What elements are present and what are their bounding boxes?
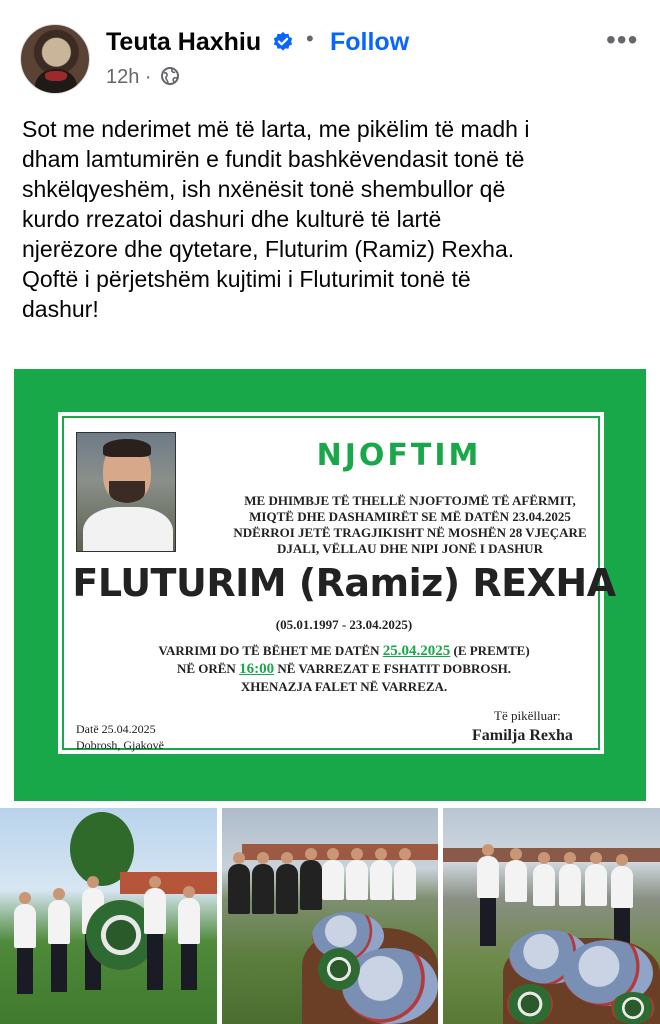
issue-date: Datë 25.04.2025 <box>76 722 156 736</box>
gallery-photo-1[interactable] <box>0 808 217 1024</box>
photo-gallery <box>0 808 660 1024</box>
issue-place: Dobrosh, Gjakovë <box>76 738 164 752</box>
post-text-line: shkëlqyeshëm, ish nxënësit tonë shembullor që <box>22 176 506 202</box>
author-name[interactable]: Teuta Haxhiu <box>106 28 262 56</box>
notice-intro-line: ME DHIMBJE TË THELLË NJOFTOJMË TË AFËRMIT, <box>244 493 576 508</box>
mourners-label: Të pikëlluar: <box>494 708 561 723</box>
funeral-line3: XHENAZJA FALET NË VARREZA. <box>240 679 448 694</box>
more-options-icon[interactable]: ••• <box>606 24 639 55</box>
funeral-line1-prefix: VARRIMI DO TË BËHET ME DATËN <box>158 643 380 658</box>
gallery-photo-3[interactable] <box>443 808 660 1024</box>
post-text-line: dashur! <box>22 296 99 322</box>
post-text <box>22 114 642 324</box>
funeral-date: 25.04.2025 <box>382 643 451 659</box>
verified-badge-icon <box>272 31 294 53</box>
notice-intro <box>200 493 620 557</box>
notice-intro-line: DJALI, VËLLAU DHE NIPI JONË I DASHUR <box>277 541 543 556</box>
death-notice-image[interactable] <box>14 369 646 801</box>
funeral-line2-suffix: NË VARREZAT E FSHATIT DOBROSH. <box>277 661 512 676</box>
funeral-line1-suffix: (E PREMTE) <box>453 643 530 658</box>
post-text-line: kurdo rrezatoi dashuri dhe kulturë të lartë <box>22 206 442 232</box>
funeral-line2-prefix: NË ORËN <box>176 661 236 676</box>
follow-button[interactable]: Follow <box>330 28 410 56</box>
post-timestamp[interactable]: 12h · <box>106 66 152 88</box>
notice-intro-line: NDËRROI JETË TRAGJIKISHT NË MOSHËN 28 VJEÇARE <box>233 525 587 540</box>
avatar[interactable] <box>20 24 90 94</box>
separator-dot: • <box>306 26 314 51</box>
globe-icon <box>160 66 180 86</box>
gallery-photo-2[interactable] <box>222 808 438 1024</box>
deceased-name: FLUTURIM (Ramiz) REXHA <box>72 561 616 605</box>
post-text-line: njerëzore dhe qytetare, Fluturim (Ramiz) Rexha. <box>22 236 515 262</box>
post-text-line: Sot me nderimet më të larta, me pikëlim të madh i <box>22 116 530 142</box>
notice-intro-line: MIQTË DHE DASHAMIRËT SE MË DATËN 23.04.2025 <box>249 509 571 524</box>
life-dates: (05.01.1997 - 23.04.2025) <box>275 617 413 632</box>
post-text-line: Qoftë i përjetshëm kujtimi i Fluturimit tonë të <box>22 266 471 292</box>
issue-date-place <box>76 721 164 753</box>
funeral-details <box>28 642 660 696</box>
funeral-time: 16:00 <box>239 661 275 677</box>
post-header <box>0 0 660 100</box>
post-text-line: dham lamtumirën e fundit bashkëvendasit tonë të <box>22 146 525 172</box>
family-name: Familja Rexha <box>472 727 573 744</box>
notice-heading: NJOFTIM <box>316 438 482 473</box>
